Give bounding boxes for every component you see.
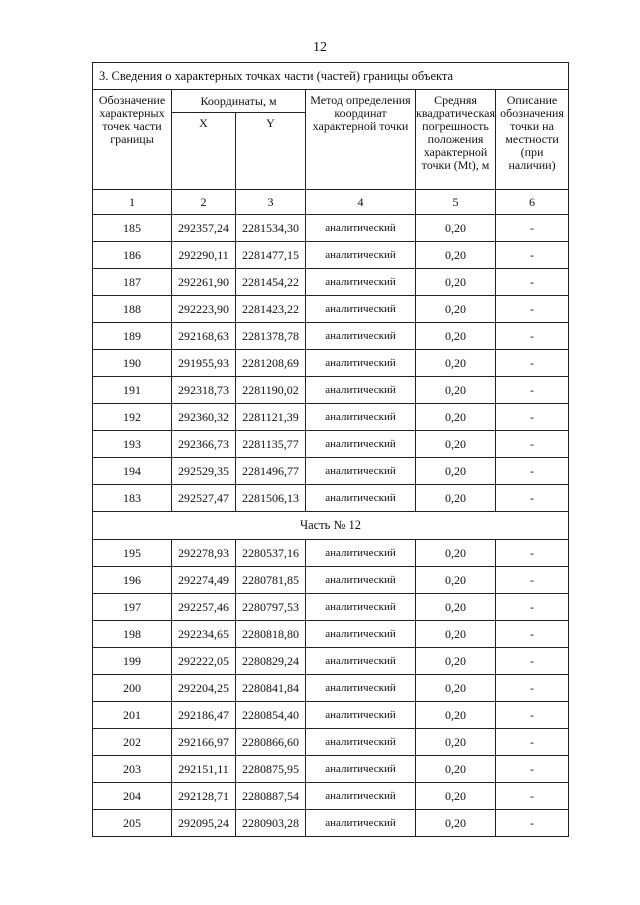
table-row: [93, 215, 569, 242]
cell-coord-x: 292357,24: [172, 215, 236, 242]
table-row: [93, 594, 569, 621]
cell-method: аналитический: [306, 350, 416, 377]
header-description: Описание обозначения точки на местности (при наличии): [496, 90, 569, 190]
column-numbers-row: [93, 190, 569, 215]
cell-description: -: [496, 431, 569, 458]
cell-point-id: 199: [93, 648, 172, 675]
cell-coord-x: 292222,05: [172, 648, 236, 675]
cell-coord-x: 292290,11: [172, 242, 236, 269]
part-label: Часть № 12: [93, 512, 569, 540]
header-y: Y: [236, 113, 306, 190]
cell-point-id: 189: [93, 323, 172, 350]
column-number: 6: [496, 190, 569, 215]
cell-method: аналитический: [306, 783, 416, 810]
table-row: [93, 377, 569, 404]
table-row: [93, 404, 569, 431]
table-row: [93, 702, 569, 729]
cell-method: аналитический: [306, 458, 416, 485]
table-row: [93, 323, 569, 350]
cell-coord-y: 2280781,85: [236, 567, 306, 594]
cell-coord-x: 292318,73: [172, 377, 236, 404]
cell-error: 0,20: [416, 242, 496, 269]
cell-coord-y: 2280797,53: [236, 594, 306, 621]
table-row: [93, 350, 569, 377]
cell-error: 0,20: [416, 567, 496, 594]
table-row: [93, 431, 569, 458]
cell-error: 0,20: [416, 594, 496, 621]
cell-coord-x: 292128,71: [172, 783, 236, 810]
cell-error: 0,20: [416, 621, 496, 648]
cell-point-id: 196: [93, 567, 172, 594]
header-error: Средняя квадратическая погрешность положения характерной точки (Mt), м: [416, 90, 496, 190]
cell-coord-y: 2280829,24: [236, 648, 306, 675]
cell-coord-y: 2281378,78: [236, 323, 306, 350]
part-row: [93, 512, 569, 540]
cell-error: 0,20: [416, 485, 496, 512]
cell-description: -: [496, 702, 569, 729]
cell-error: 0,20: [416, 431, 496, 458]
cell-error: 0,20: [416, 702, 496, 729]
cell-description: -: [496, 648, 569, 675]
cell-error: 0,20: [416, 323, 496, 350]
cell-description: -: [496, 621, 569, 648]
cell-coord-y: 2281477,15: [236, 242, 306, 269]
cell-description: -: [496, 675, 569, 702]
table-row: [93, 485, 569, 512]
section-title: 3. Сведения о характерных точках части (частей) границы объекта: [93, 63, 569, 90]
cell-description: -: [496, 215, 569, 242]
cell-point-id: 185: [93, 215, 172, 242]
cell-description: -: [496, 729, 569, 756]
cell-point-id: 183: [93, 485, 172, 512]
cell-coord-y: 2281506,13: [236, 485, 306, 512]
table-row: [93, 675, 569, 702]
cell-error: 0,20: [416, 458, 496, 485]
cell-error: 0,20: [416, 296, 496, 323]
cell-point-id: 186: [93, 242, 172, 269]
cell-coord-x: 292166,97: [172, 729, 236, 756]
cell-method: аналитический: [306, 404, 416, 431]
cell-point-id: 187: [93, 269, 172, 296]
cell-method: аналитический: [306, 323, 416, 350]
cell-point-id: 193: [93, 431, 172, 458]
header-x: X: [172, 113, 236, 190]
cell-description: -: [496, 269, 569, 296]
cell-point-id: 195: [93, 540, 172, 567]
cell-point-id: 194: [93, 458, 172, 485]
cell-method: аналитический: [306, 269, 416, 296]
cell-coord-y: 2280875,95: [236, 756, 306, 783]
cell-description: -: [496, 323, 569, 350]
cell-error: 0,20: [416, 404, 496, 431]
cell-description: -: [496, 242, 569, 269]
cell-coord-x: 292366,73: [172, 431, 236, 458]
cell-coord-x: 292278,93: [172, 540, 236, 567]
cell-description: -: [496, 810, 569, 837]
cell-error: 0,20: [416, 729, 496, 756]
cell-method: аналитический: [306, 675, 416, 702]
cell-coord-x: 292261,90: [172, 269, 236, 296]
cell-method: аналитический: [306, 702, 416, 729]
cell-coord-x: 291955,93: [172, 350, 236, 377]
cell-coord-x: 292274,49: [172, 567, 236, 594]
table-row: [93, 621, 569, 648]
cell-method: аналитический: [306, 485, 416, 512]
cell-method: аналитический: [306, 215, 416, 242]
cell-coord-y: 2281121,39: [236, 404, 306, 431]
cell-coord-y: 2280887,54: [236, 783, 306, 810]
cell-coord-y: 2280866,60: [236, 729, 306, 756]
cell-coord-y: 2280537,16: [236, 540, 306, 567]
cell-point-id: 188: [93, 296, 172, 323]
cell-error: 0,20: [416, 810, 496, 837]
cell-method: аналитический: [306, 242, 416, 269]
table-row: [93, 756, 569, 783]
cell-coord-x: 292527,47: [172, 485, 236, 512]
table-row: [93, 269, 569, 296]
cell-error: 0,20: [416, 350, 496, 377]
cell-point-id: 192: [93, 404, 172, 431]
header-row-1: [93, 90, 569, 113]
cell-coord-y: 2280903,28: [236, 810, 306, 837]
header-method: Метод определения координат характерной точки: [306, 90, 416, 190]
header-point: Обозначение характерных точек части границы: [93, 90, 172, 190]
cell-point-id: 204: [93, 783, 172, 810]
cell-method: аналитический: [306, 540, 416, 567]
cell-description: -: [496, 540, 569, 567]
page-number: 12: [313, 40, 327, 55]
boundary-points-table: [92, 62, 569, 837]
cell-coord-y: 2280854,40: [236, 702, 306, 729]
cell-coord-y: 2280841,84: [236, 675, 306, 702]
column-number: 2: [172, 190, 236, 215]
cell-point-id: 200: [93, 675, 172, 702]
cell-error: 0,20: [416, 756, 496, 783]
cell-coord-x: 292168,63: [172, 323, 236, 350]
cell-coord-y: 2281496,77: [236, 458, 306, 485]
cell-point-id: 201: [93, 702, 172, 729]
cell-coord-y: 2280818,80: [236, 621, 306, 648]
cell-coord-x: 292223,90: [172, 296, 236, 323]
table-row: [93, 540, 569, 567]
table-row: [93, 810, 569, 837]
cell-point-id: 190: [93, 350, 172, 377]
column-number: 5: [416, 190, 496, 215]
table-row: [93, 296, 569, 323]
cell-coord-x: 292360,32: [172, 404, 236, 431]
table-row: [93, 648, 569, 675]
header-coords: Координаты, м: [172, 90, 306, 113]
table-row: [93, 242, 569, 269]
cell-description: -: [496, 404, 569, 431]
cell-description: -: [496, 377, 569, 404]
cell-point-id: 202: [93, 729, 172, 756]
cell-method: аналитический: [306, 729, 416, 756]
cell-description: -: [496, 458, 569, 485]
cell-description: -: [496, 756, 569, 783]
cell-description: -: [496, 296, 569, 323]
cell-coord-x: 292529,35: [172, 458, 236, 485]
cell-coord-x: 292204,25: [172, 675, 236, 702]
cell-coord-y: 2281190,02: [236, 377, 306, 404]
cell-coord-x: 292186,47: [172, 702, 236, 729]
cell-coord-x: 292151,11: [172, 756, 236, 783]
cell-method: аналитический: [306, 377, 416, 404]
cell-error: 0,20: [416, 675, 496, 702]
cell-method: аналитический: [306, 810, 416, 837]
cell-coord-y: 2281423,22: [236, 296, 306, 323]
cell-description: -: [496, 783, 569, 810]
cell-coord-y: 2281135,77: [236, 431, 306, 458]
cell-error: 0,20: [416, 648, 496, 675]
cell-coord-y: 2281454,22: [236, 269, 306, 296]
cell-coord-x: 292095,24: [172, 810, 236, 837]
cell-coord-y: 2281208,69: [236, 350, 306, 377]
column-number: 4: [306, 190, 416, 215]
cell-coord-y: 2281534,30: [236, 215, 306, 242]
table-row: [93, 729, 569, 756]
cell-method: аналитический: [306, 756, 416, 783]
cell-method: аналитический: [306, 431, 416, 458]
column-number: 1: [93, 190, 172, 215]
cell-error: 0,20: [416, 215, 496, 242]
cell-point-id: 198: [93, 621, 172, 648]
cell-description: -: [496, 567, 569, 594]
cell-error: 0,20: [416, 783, 496, 810]
cell-point-id: 191: [93, 377, 172, 404]
cell-point-id: 197: [93, 594, 172, 621]
column-number: 3: [236, 190, 306, 215]
cell-error: 0,20: [416, 377, 496, 404]
cell-point-id: 203: [93, 756, 172, 783]
cell-description: -: [496, 594, 569, 621]
cell-method: аналитический: [306, 648, 416, 675]
cell-coord-x: 292234,65: [172, 621, 236, 648]
cell-error: 0,20: [416, 269, 496, 296]
cell-method: аналитический: [306, 621, 416, 648]
table-row: [93, 783, 569, 810]
section-title-row: [93, 63, 569, 90]
table-row: [93, 567, 569, 594]
cell-point-id: 205: [93, 810, 172, 837]
cell-error: 0,20: [416, 540, 496, 567]
table-row: [93, 458, 569, 485]
cell-method: аналитический: [306, 567, 416, 594]
cell-description: -: [496, 485, 569, 512]
cell-description: -: [496, 350, 569, 377]
cell-coord-x: 292257,46: [172, 594, 236, 621]
cell-method: аналитический: [306, 296, 416, 323]
cell-method: аналитический: [306, 594, 416, 621]
